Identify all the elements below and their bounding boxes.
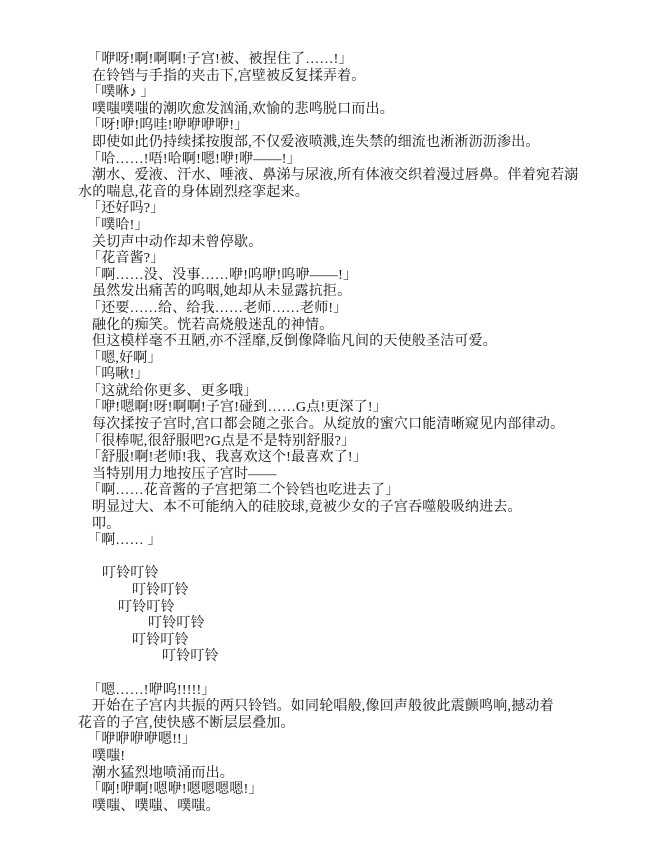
bell-sound-line: 叮铃叮铃 (132, 583, 189, 598)
narration-line: 融化的痴笑。恍若高烧般迷乱的神情。 (92, 317, 334, 333)
bell-sound-line: 叮铃叮铃 (132, 632, 189, 648)
dialogue-line: 「啊!咿啊!嗯咿!嗯嗯嗯嗯!」 (87, 782, 263, 798)
dialogue-line: 「哈……!唔!哈啊!嗯!咿!咿——!」 (87, 151, 301, 167)
narration-line: 明显过大、本不可能纳入的硅胶球,竟被少女的子宫吞噬般吸纳进去。 (92, 500, 522, 516)
narration-line: 虽然发出痛苦的呜咽,她却从未显露抗拒。 (92, 284, 352, 300)
dialogue-line: 「咿呀!啊!啊啊!子宫!被、被捏住了……!」 (87, 52, 353, 67)
blank-line (78, 666, 618, 683)
dialogue-line: 「还要……给、给我……老师……老师!」 (87, 300, 348, 316)
narration-line: 开始在子宫内共振的两只铃铛。如同轮唱般,像回声般彼此震颤鸣响,撼动着 (92, 699, 554, 715)
blank-line (78, 550, 618, 567)
narration-line: 潮水猛烈地喷涌而出。 (92, 765, 234, 781)
narration-line: 叩。 (92, 516, 121, 532)
bell-sound-line: 叮铃叮铃 (102, 566, 159, 582)
narration-line: 噗嗤! (92, 748, 126, 764)
narration-line: 当特别用力地按压子宫时—— (92, 466, 277, 482)
narration-line: 每次揉按子宫时,宫口都会随之张合。从绽放的蜜穴口能清晰窥见内部律动。 (92, 417, 565, 433)
bell-sound-line: 叮铃叮铃 (118, 599, 175, 615)
bell-sound-line: 叮铃叮铃 (162, 649, 219, 665)
bell-sound-line: 叮铃叮铃 (148, 616, 205, 632)
dialogue-line: 「呜啾!」 (87, 367, 149, 383)
narration-line: 潮水、爱液、汗水、唾液、鼻涕与尿液,所有体液交织着漫过唇鼻。伴着宛若溺 (92, 168, 579, 184)
narration-continuation-line: 水的喘息,花音的身体剧烈痉挛起来。 (78, 184, 309, 200)
narration-line: 噗嗤、噗嗤、噗嗤。 (92, 798, 220, 814)
narration-line: 即使如此仍持续揉按腹部,不仅爱液喷溅,连失禁的细流也淅淅沥沥渗出。 (92, 134, 540, 150)
narration-line: 但这模样毫不丑陋,亦不淫靡,反倒像降临凡间的天使般圣洁可爱。 (92, 334, 497, 350)
dialogue-line: 「呀!咿!呜哇!咿咿咿咿!」 (87, 118, 249, 134)
dialogue-line: 「啊……没、没事……咿!呜咿!呜咿——!」 (87, 267, 358, 283)
narration-line: 噗嗤噗嗤的潮吹愈发汹涌,欢愉的悲鸣脱口而出。 (92, 101, 394, 117)
narration-continuation-line: 花音的子宫,使快感不断层层叠加。 (78, 715, 295, 731)
dialogue-line: 「嗯……!咿呜!!!!!」 (87, 682, 216, 698)
dialogue-line: 「啊……花音酱的子宫把第二个铃铛也吃进去了」 (87, 483, 400, 499)
narration-line: 在铃铛与手指的夹击下,宫壁被反复揉弄着。 (92, 68, 366, 84)
dialogue-line: 「咿!嗯啊!呀!啊啊!子宫!碰到……G点!更深了!」 (87, 400, 387, 416)
dialogue-line: 「这就给你更多、更多哦」 (87, 383, 258, 399)
dialogue-line: 「舒服!啊!老师!我、我喜欢这个!最喜欢了!」 (87, 450, 367, 466)
text-column (78, 52, 618, 815)
dialogue-line: 「啊…… 」 (87, 533, 162, 549)
dialogue-line: 「很棒呢,很舒服吧?G点是不是特别舒服?」 (87, 433, 356, 449)
dialogue-line: 「嗯,好啊」 (87, 350, 162, 366)
dialogue-line: 「噗哈!」 (87, 217, 149, 233)
dialogue-line: 「花音酱?」 (87, 251, 165, 267)
dialogue-line: 「咿咿咿咿嗯!!」 (87, 732, 197, 748)
dialogue-line: 「噗咻♪ 」 (87, 85, 155, 101)
narration-line: 关切声中动作却未曾停歇。 (92, 234, 263, 250)
dialogue-line: 「还好吗?」 (87, 201, 165, 217)
